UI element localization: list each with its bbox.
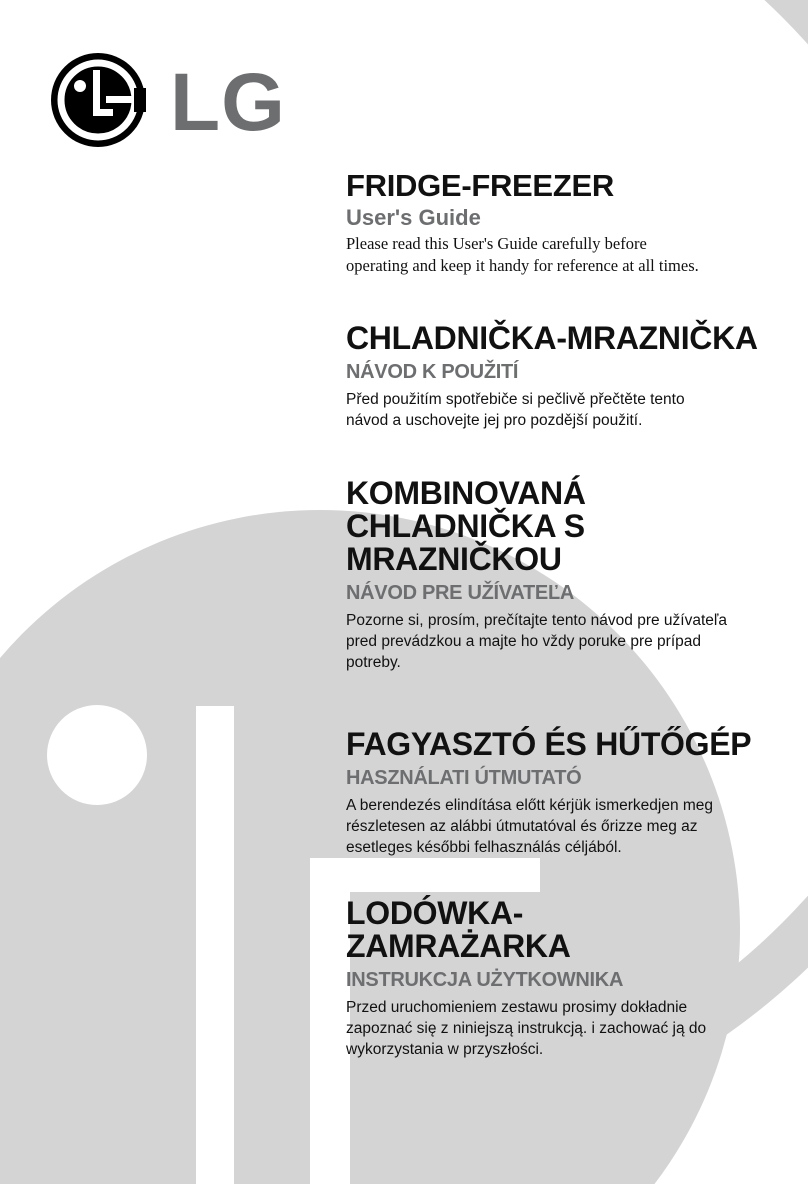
title-hungarian: FAGYASZTÓ ÉS HŰTŐGÉP — [346, 726, 752, 762]
description-line: Před použitím spotřebiče si pečlivě přečtěte tento — [346, 391, 685, 408]
section-polish — [346, 897, 786, 1060]
title-line: CHLADNIČKA S — [346, 508, 585, 544]
description-line: návod a uschovejte jej pro pozdější použití. — [346, 412, 643, 429]
subtitle-czech: NÁVOD K POUŽITÍ — [346, 361, 519, 383]
title-line: ZAMRAŻARKA — [346, 928, 571, 964]
title-polish — [346, 897, 786, 963]
section-english — [346, 168, 786, 277]
description-line: részletesen az alábbi útmutatóval és őrizze meg az — [346, 818, 698, 835]
title-line: KOMBINOVANÁ — [346, 475, 586, 511]
watermark-l-stem — [310, 858, 350, 1184]
watermark-l-vertical — [196, 706, 234, 1184]
description-line: Przed uruchomieniem zestawu prosimy dokładnie — [346, 999, 688, 1016]
section-hungarian — [346, 728, 786, 858]
description-line: potreby. — [346, 654, 401, 671]
watermark-eye-dot — [47, 705, 147, 805]
title-slovak — [346, 477, 786, 576]
section-slovak — [346, 477, 786, 673]
subtitle-slovak: NÁVOD PRE UŽÍVATEĽA — [346, 582, 575, 604]
description-line: zapoznać się z niniejszą instrukcją. i zachować ją do — [346, 1020, 707, 1037]
subtitle-polish: INSTRUKCJA UŻYTKOWNIKA — [346, 969, 624, 991]
description-line: operating and keep it handy for reference at all times. — [346, 256, 699, 275]
title-english: FRIDGE-FREEZER — [346, 168, 614, 203]
description-slovak — [346, 610, 786, 673]
description-hungarian — [346, 795, 786, 858]
title-line: MRAZNIČKOU — [346, 541, 562, 577]
description-czech — [346, 389, 786, 431]
description-line: Pozorne si, prosím, prečítajte tento návod pre užívateľa — [346, 612, 728, 629]
section-czech — [346, 322, 786, 431]
lg-face-logo-icon — [50, 52, 146, 148]
subtitle-english: User's Guide — [346, 205, 481, 230]
title-line: LODÓWKA- — [346, 895, 524, 931]
lg-wordmark: LG — [170, 57, 286, 148]
description-line: pred prevádzkou a majte ho vždy poruke pre prípad — [346, 633, 701, 650]
subtitle-hungarian: HASZNÁLATI ÚTMUTATÓ — [346, 767, 582, 789]
description-english — [346, 233, 786, 277]
description-polish — [346, 997, 786, 1060]
description-line: esetleges későbbi felhasználás céljából. — [346, 839, 622, 856]
description-line: wykorzystania w przyszłości. — [346, 1041, 544, 1058]
description-line: A berendezés elindítása előtt kérjük ismerkedjen meg — [346, 797, 714, 814]
title-czech: CHLADNIČKA-MRAZNIČKA — [346, 320, 758, 356]
description-line: Please read this User's Guide carefully before — [346, 234, 647, 253]
